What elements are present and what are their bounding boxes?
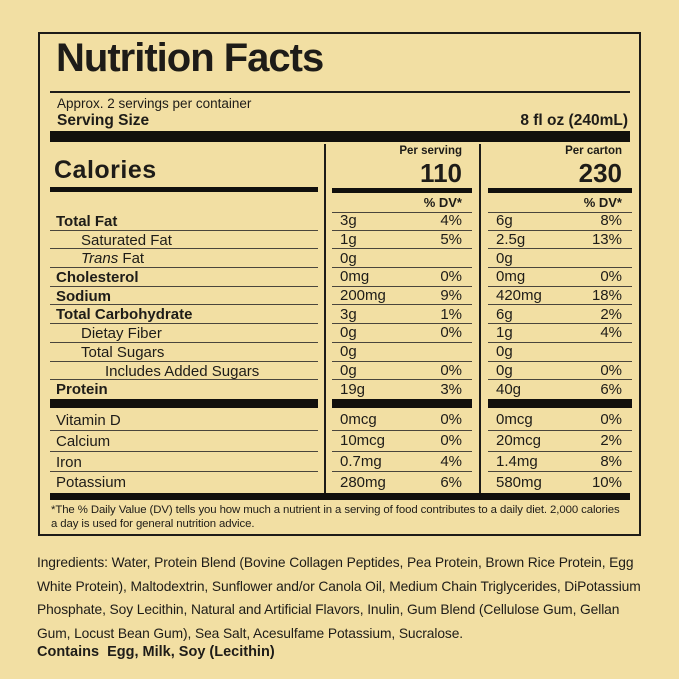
nutrient-name: Saturated Fat [50,231,318,250]
amount-value: 0g [340,249,357,267]
amount-value: 6g [496,212,513,230]
table-row [40,212,639,231]
daily-value-percent: 1% [440,305,462,323]
per-carton-thick-bar [488,188,632,193]
servings-per-container: Approx. 2 servings per container [57,96,252,111]
table-row [40,249,639,268]
panel-title: Nutrition Facts [56,36,324,80]
daily-value-percent: 4% [600,324,622,342]
amount-value: 1g [340,231,357,249]
daily-value-percent: 10% [591,474,622,492]
title-divider [50,91,630,93]
amount-value: 420mg [496,287,542,305]
table-section-bars [40,399,639,408]
per-serving-cell [332,380,472,399]
table-row [40,380,639,399]
amount-value: 0g [496,343,513,361]
table-row [40,324,639,343]
micronutrient-table [40,410,639,493]
daily-value-percent: 2% [600,305,622,323]
table-row [40,362,639,381]
calories-section [50,156,318,192]
per-carton-cell [488,287,632,306]
per-serving-cell [332,249,472,268]
amount-value: 0g [340,361,357,379]
per-carton-cell [488,431,632,452]
nutrition-facts-panel [38,32,641,536]
per-carton-cell [488,380,632,399]
amount-value: 2.5g [496,231,526,249]
amount-value: 3g [340,212,357,230]
table-row [40,431,639,452]
per-serving-cell [332,472,472,493]
per-serving-thick-bar [332,188,472,193]
amount-value: 0mg [496,268,526,286]
calories-label: Calories [54,156,157,184]
amount-value: 580mg [496,474,542,492]
nutrient-name: Potassium [56,474,127,492]
nutrient-name: Calcium [50,431,318,452]
amount-value: 0mg [340,268,370,286]
amount-value: 0.7mg [340,452,382,470]
daily-value-percent: 8% [600,212,622,230]
ingredients-text: Ingredients: Water, Protein Blend (Bovine Collagen Peptides, Pea Protein, Brown Rice Protein, Egg White Protein), Maltodextrin, Sunflower and/or Canola Oil, Medium Chain Triglycerides, DiPotassium Phosphate, Soy Lecithin, Natural and Artificial Flavors, Inulin, Gum Blend (Cellulose Gum, Gellan Gum, Locust Bean Gum), Sea Salt, Acesulfame Potassium, Sucralose. [37,555,641,641]
amount-value: 0mcg [496,411,533,429]
table-row [40,305,639,324]
serving-size-value: 8 fl oz (240mL) [520,111,628,129]
per-serving-column-header [332,145,472,213]
amount-value: 0g [496,361,513,379]
daily-value-percent: 0% [600,361,622,379]
daily-value-percent: 0% [440,432,462,450]
per-serving-cell [332,324,472,343]
amount-value: 3g [340,305,357,323]
nutrient-name: Total Carbohydrate [50,305,318,324]
per-serving-header: Per serving [399,145,462,157]
per-serving-dv-header: % DV* [332,195,472,213]
per-carton-cell [488,212,632,231]
per-carton-header: Per carton [565,145,622,157]
table-row [40,231,639,250]
serving-size-label: Serving Size [57,111,150,129]
table-row [40,343,639,362]
daily-value-percent: 13% [591,231,622,249]
daily-value-percent: 0% [440,411,462,429]
daily-value-percent: 5% [440,231,462,249]
per-carton-cell [488,305,632,324]
nutrient-name: Iron [50,452,318,473]
amount-value: 19g [340,381,366,399]
per-carton-column-header [488,145,632,213]
amount-value: 10mcg [340,432,386,450]
per-serving-cell [332,410,472,431]
per-serving-cell [332,343,472,362]
table-row [40,287,639,306]
per-carton-cell [488,410,632,431]
serving-size-row [57,112,628,130]
per-carton-dv-header: % DV* [488,195,632,213]
amount-value: 6g [496,305,513,323]
per-carton-cell [488,249,632,268]
daily-value-percent: 0% [440,268,462,286]
daily-value-percent: 0% [440,361,462,379]
amount-value: 200mg [340,287,386,305]
daily-value-percent: 0% [600,268,622,286]
per-serving-cell [332,212,472,231]
calories-thick-bar [50,187,318,192]
amount-value: 0g [340,324,357,342]
daily-value-percent: 3% [440,381,462,399]
per-carton-cell [488,362,632,381]
header-thick-bar [50,131,630,142]
per-carton-cell [488,231,632,250]
daily-value-percent: 0% [600,411,622,429]
daily-value-percent: 4% [440,212,462,230]
footnote-thick-bar [50,493,630,500]
daily-value-percent: 9% [440,287,462,305]
daily-value-percent: 0% [440,324,462,342]
per-carton-cell [488,324,632,343]
daily-value-percent: 8% [600,452,622,470]
nutrient-name: Trans Fat [50,249,318,268]
daily-value-percent: 18% [591,287,622,305]
per-carton-cell [488,452,632,473]
table-row [40,268,639,287]
nutrient-name: Protein [56,381,108,399]
nutrient-name: Sodium [50,287,318,306]
nutrient-name: Cholesterol [50,268,318,287]
amount-value: 0g [340,343,357,361]
table-row [40,410,639,431]
per-serving-cell [332,452,472,473]
nutrient-name: Total Fat [50,212,318,231]
nutrient-name: Total Sugars [50,343,318,362]
amount-value: 0mcg [340,411,377,429]
amount-value: 280mg [340,474,386,492]
nutrient-name: Vitamin D [50,410,318,431]
amount-value: 20mcg [496,432,542,450]
daily-value-percent: 2% [600,432,622,450]
per-serving-cell [332,431,472,452]
dv-footnote: *The % Daily Value (DV) tells you how much a nutrient in a serving of food contributes to a daily diet. 2,000 calories a day is used for general nutrition advice. [51,504,620,530]
per-serving-cell [332,268,472,287]
per-carton-calories: 230 [578,158,622,188]
amount-value: 1.4mg [496,452,538,470]
amount-value: 1g [496,324,513,342]
table-row [40,472,639,493]
per-serving-calories: 110 [420,158,462,188]
per-carton-cell [488,268,632,287]
per-serving-cell [332,362,472,381]
nutrient-table [40,212,639,399]
amount-value: 0g [496,249,513,267]
per-serving-cell [332,287,472,306]
per-carton-cell [488,472,632,493]
per-serving-cell [332,305,472,324]
allergen-contains-text: Contains Egg, Milk, Soy (Lecithin) [37,644,275,660]
table-row [40,452,639,473]
daily-value-percent: 6% [600,381,622,399]
per-serving-cell [332,231,472,250]
nutrient-name: Dietay Fiber [50,324,318,343]
per-carton-cell [488,343,632,362]
daily-value-percent: 4% [440,452,462,470]
nutrient-name: Includes Added Sugars [50,362,318,381]
amount-value: 40g [496,381,522,399]
daily-value-percent: 6% [440,474,462,492]
